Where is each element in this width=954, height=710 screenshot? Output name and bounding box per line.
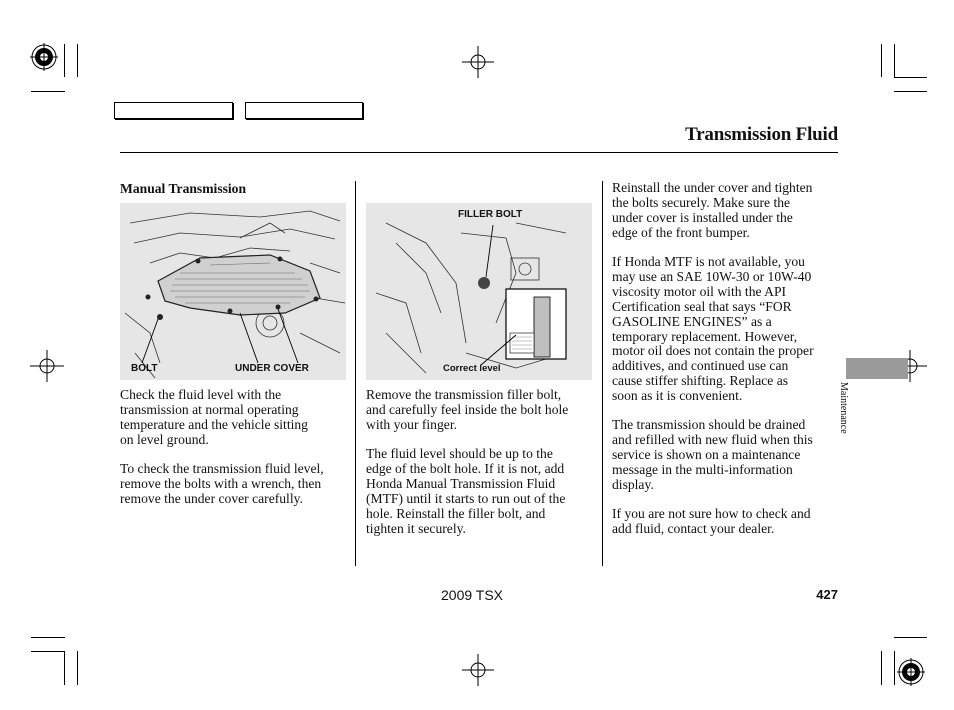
crosshair-icon xyxy=(30,350,64,382)
section-tab-label xyxy=(838,382,860,452)
under-cover-figure xyxy=(120,203,346,380)
filler-bolt-illustration xyxy=(366,203,592,380)
title-rule xyxy=(120,152,838,153)
figure-label-under-cover: UNDER COVER xyxy=(235,363,309,374)
col1-paragraph-2: To check the transmission fluid level, remove the bolts with a wrench, then remove the under cover carefully. xyxy=(120,461,324,506)
header-tab-box xyxy=(114,102,233,119)
page-number: 427 xyxy=(816,587,838,602)
header-tab-box xyxy=(245,102,363,119)
column-divider xyxy=(355,181,356,566)
column-divider xyxy=(602,181,603,566)
col3-paragraph-2: If Honda MTF is not available, you may use an SAE 10W-30 or 10W-40 viscosity motor oil with the API Certification seal that says “FOR GASOLINE ENGINES” as a temporary replacement. However, motor oil does not contain the proper additives, and continued use can cause stiffer shifting. Replace as soon as it is convenient. xyxy=(612,254,814,404)
page-title: Transmission Fluid xyxy=(685,124,838,145)
col2-paragraph-2: The fluid level should be up to the edge of the bolt hole. If it is not, add Honda Manual Transmission Fluid (MTF) until it starts to run out of the hole. Reinstall the filler bolt, and tighten it securely. xyxy=(366,446,566,536)
col2-paragraph-1: Remove the transmission filler bolt, and carefully feel inside the bolt hole with your finger. xyxy=(366,387,569,432)
under-cover-illustration xyxy=(120,203,346,380)
filler-bolt-figure xyxy=(366,203,592,380)
figure-label-bolt: BOLT xyxy=(131,363,158,374)
registration-target-icon xyxy=(894,655,928,689)
figure-label-correct-level: Correct level xyxy=(443,363,501,374)
section-tab-text: Maintenance xyxy=(838,382,849,434)
footer-model: 2009 TSX xyxy=(441,587,504,603)
figure-label-filler-bolt: FILLER BOLT xyxy=(458,209,523,220)
col3-paragraph-3: The transmission should be drained and refilled with new fluid when this service is shown on a maintenance message in the multi-information display. xyxy=(612,417,813,492)
col3-paragraph-4: If you are not sure how to check and add fluid, contact your dealer. xyxy=(612,506,811,536)
section-subheading: Manual Transmission xyxy=(120,181,247,196)
crosshair-icon xyxy=(462,654,494,686)
col3-paragraph-1: Reinstall the under cover and tighten the bolts securely. Make sure the under cover is installed under the edge of the front bumper. xyxy=(612,180,813,240)
col1-paragraph-1: Check the fluid level with the transmission at normal operating temperature and the vehicle sitting on level ground. xyxy=(120,387,308,447)
registration-target-icon xyxy=(28,42,62,76)
section-tab-marker xyxy=(846,358,908,379)
crosshair-icon xyxy=(462,46,494,78)
